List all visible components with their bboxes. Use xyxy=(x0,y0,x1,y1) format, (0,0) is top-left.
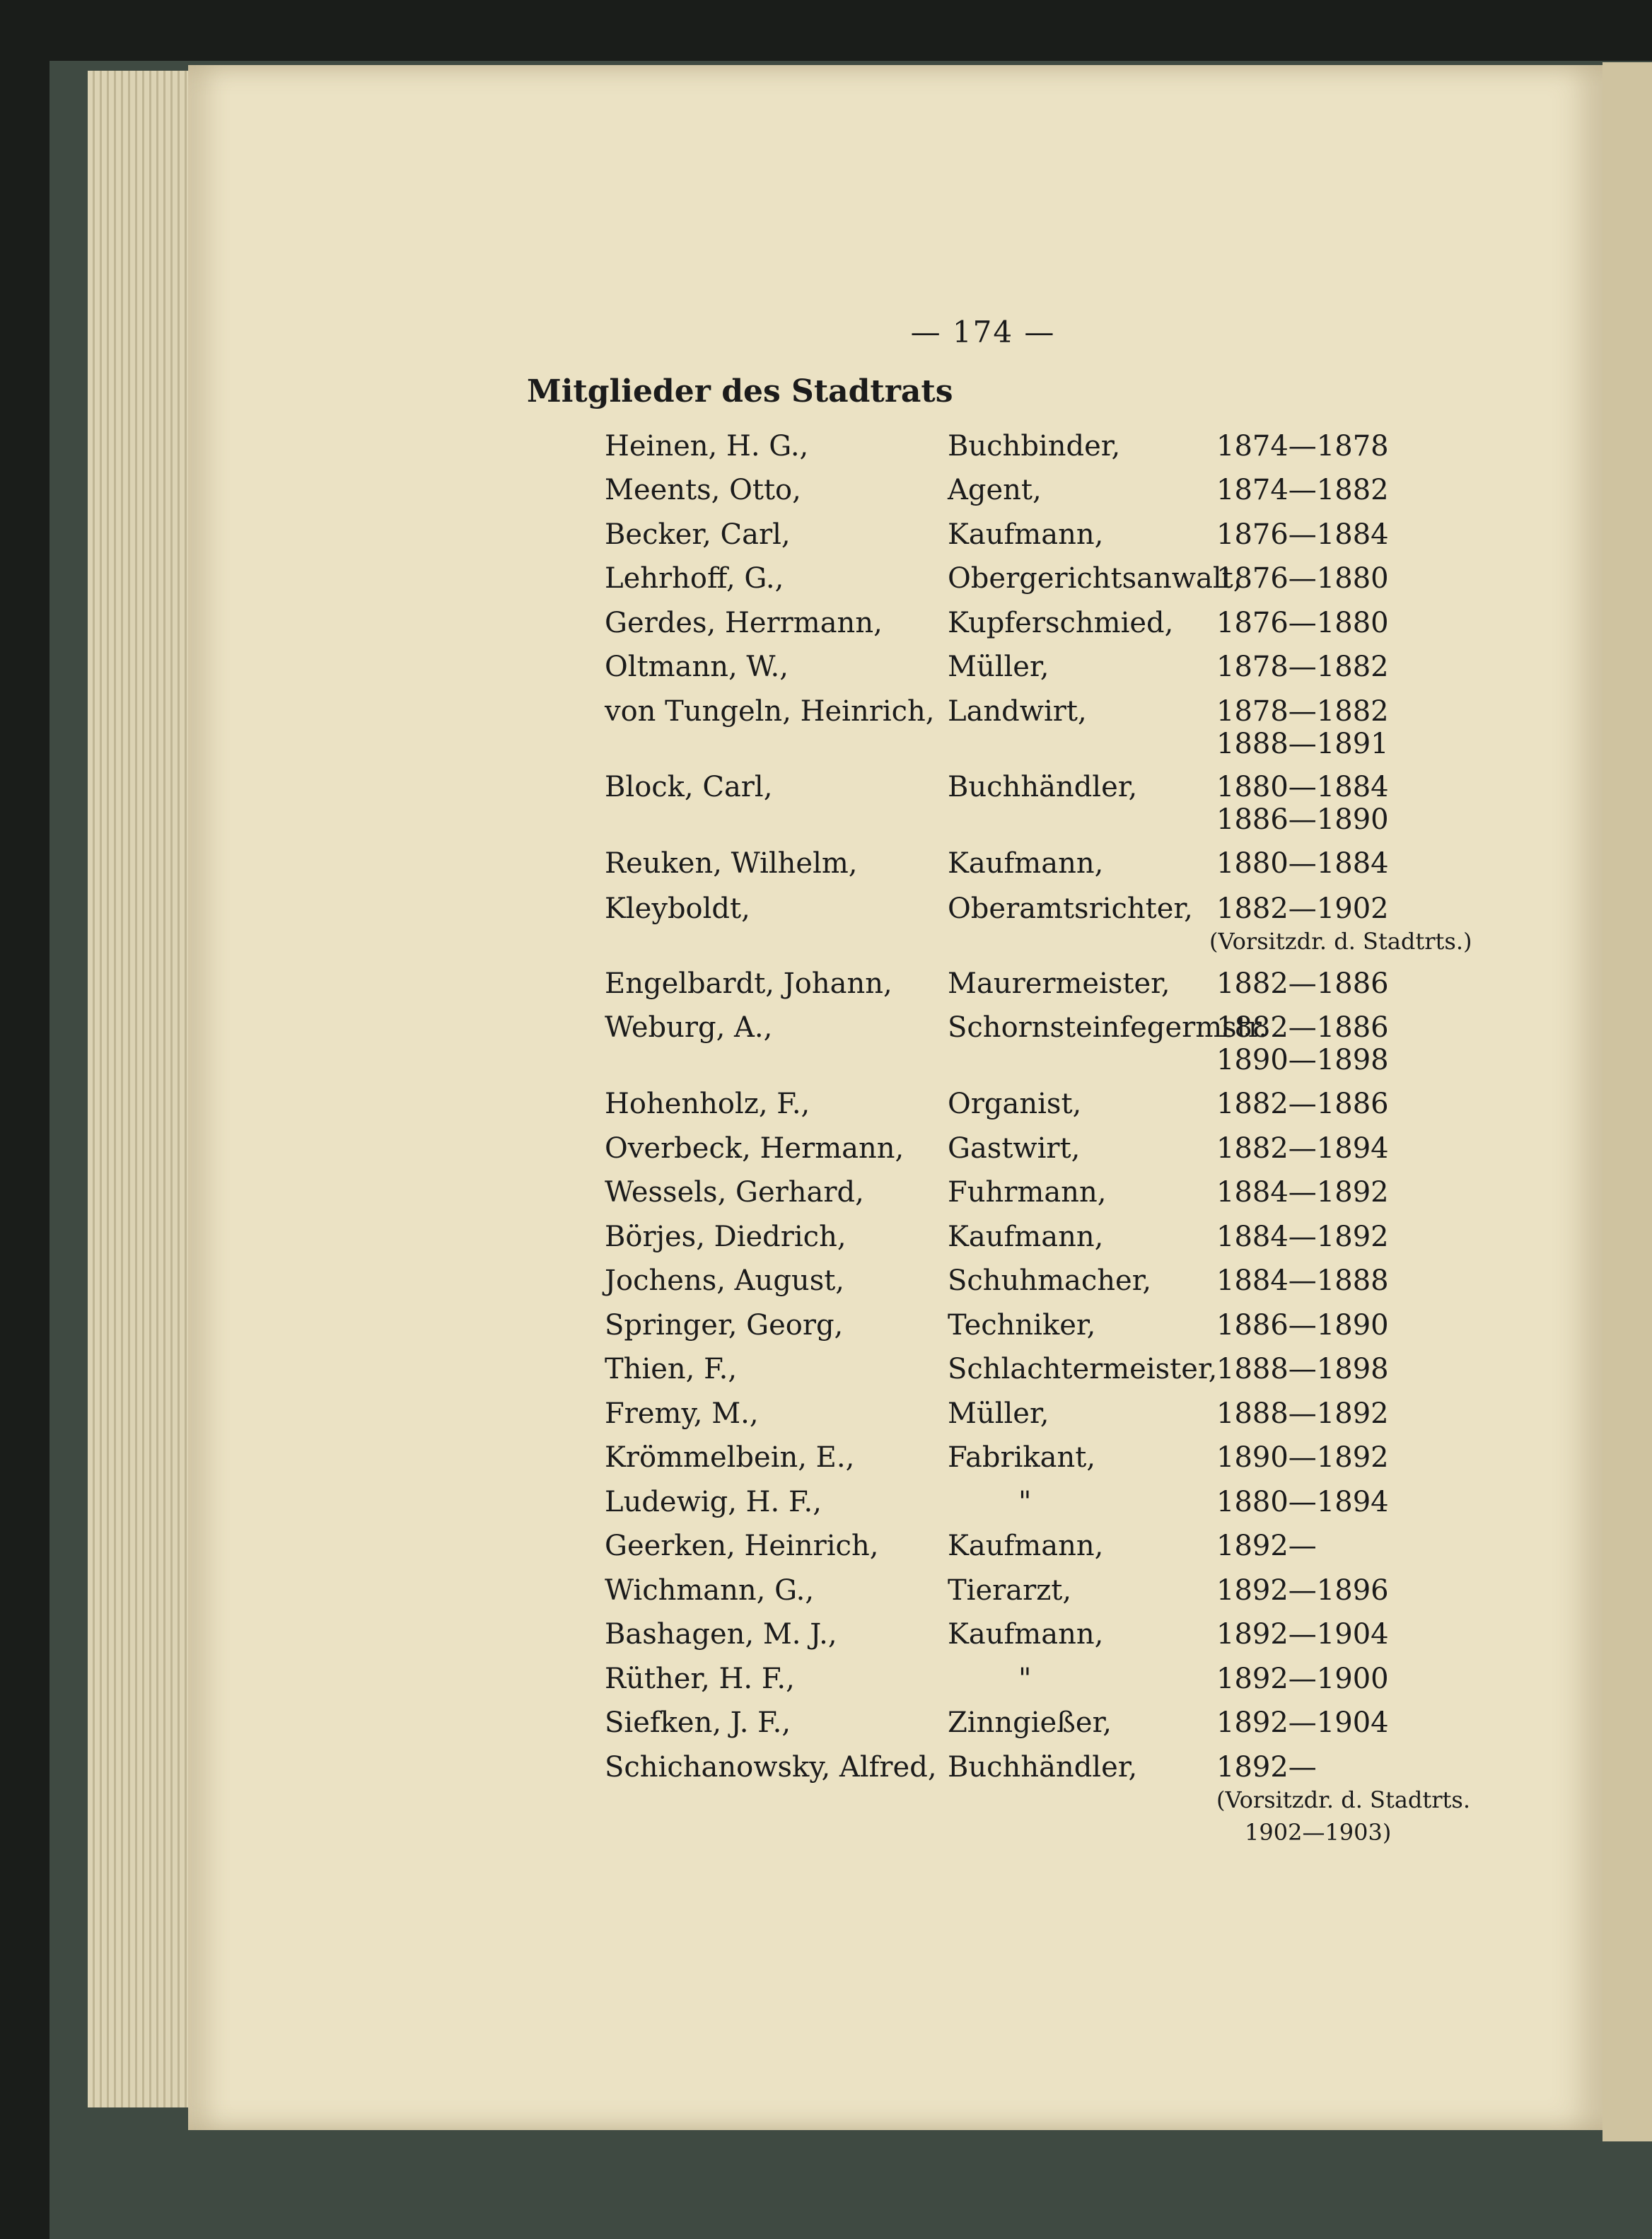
term: 1892— xyxy=(1216,1530,1317,1562)
term-years xyxy=(1216,562,1389,595)
term-years xyxy=(1216,847,1389,880)
term-years xyxy=(1216,1706,1389,1739)
term-years xyxy=(1216,1618,1389,1651)
member-occupation: Schornsteinfegermstr. xyxy=(948,1011,1268,1044)
member-occupation: Gastwirt, xyxy=(948,1132,1081,1165)
member-occupation: Fabrikant, xyxy=(948,1441,1096,1474)
term: 1882—1894 xyxy=(1216,1132,1389,1165)
term-years xyxy=(1216,1088,1389,1120)
member-occupation: Organist, xyxy=(948,1088,1082,1120)
term: 1890—1892 xyxy=(1216,1441,1389,1474)
term: 1890—1898 xyxy=(1216,1044,1389,1076)
term-years xyxy=(1216,1574,1389,1607)
member-name: Rüther, H. F., xyxy=(605,1663,795,1695)
member-name: Meents, Otto, xyxy=(605,474,801,506)
term-years xyxy=(1216,1751,1470,1849)
term: 1880—1884 xyxy=(1216,847,1389,880)
member-name: Ludewig, H. F., xyxy=(605,1486,822,1518)
term-years xyxy=(1216,1353,1389,1385)
member-name: Fremy, M., xyxy=(605,1397,759,1430)
term-years xyxy=(1216,1441,1389,1474)
member-name: Block, Carl, xyxy=(605,771,773,803)
term: 1880—1894 xyxy=(1216,1486,1389,1518)
member-occupation: Oberamtsrichter, xyxy=(948,892,1193,925)
member-name: Gerdes, Herrmann, xyxy=(605,607,883,639)
member-occupation: Schlachtermeister, xyxy=(948,1353,1218,1385)
member-name: Hohenholz, F., xyxy=(605,1088,810,1120)
member-name: Overbeck, Hermann, xyxy=(605,1132,904,1165)
term: 1884—1892 xyxy=(1216,1221,1389,1253)
term: 1874—1878 xyxy=(1216,430,1389,463)
member-occupation: " xyxy=(1018,1486,1032,1518)
member-name: Becker, Carl, xyxy=(605,518,791,551)
term: 1882—1886 xyxy=(1216,1011,1389,1044)
term: 1892—1900 xyxy=(1216,1663,1389,1695)
member-name: Krömmelbein, E., xyxy=(605,1441,855,1474)
member-occupation: Obergerichtsanwalt, xyxy=(948,562,1243,595)
term-note: 1902—1903) xyxy=(1245,1819,1392,1846)
member-name: Wessels, Gerhard, xyxy=(605,1176,864,1209)
page-number: — 174 — xyxy=(910,315,1056,349)
member-name: Reuken, Wilhelm, xyxy=(605,847,858,880)
term-years xyxy=(1216,1011,1389,1076)
member-occupation: Kaufmann, xyxy=(948,1530,1104,1562)
term-years xyxy=(1216,771,1389,836)
member-occupation: Kupferschmied, xyxy=(948,607,1174,639)
member-name: von Tungeln, Heinrich, xyxy=(605,695,935,728)
term-years xyxy=(1216,607,1389,639)
member-name: Jochens, August, xyxy=(605,1264,845,1297)
member-occupation: Fuhrmann, xyxy=(948,1176,1107,1209)
term: 1886—1890 xyxy=(1216,803,1389,836)
term: 1880—1884 xyxy=(1216,771,1389,803)
term-years xyxy=(1216,1486,1389,1518)
section-heading: Mitglieder des Stadtrats xyxy=(527,373,953,409)
term: 1878—1882 xyxy=(1216,651,1389,683)
term-years xyxy=(1216,1264,1389,1297)
term: 1876—1880 xyxy=(1216,562,1389,595)
member-occupation: Kaufmann, xyxy=(948,1221,1104,1253)
member-name: Kleyboldt, xyxy=(605,892,750,925)
term-years xyxy=(1209,892,1472,958)
term-years xyxy=(1216,651,1389,683)
term: 1876—1884 xyxy=(1216,518,1389,551)
term: 1892—1904 xyxy=(1216,1706,1389,1739)
term-years xyxy=(1216,1176,1389,1209)
member-name: Wichmann, G., xyxy=(605,1574,815,1607)
member-name: Heinen, H. G., xyxy=(605,430,809,463)
member-occupation: Schuhmacher, xyxy=(948,1264,1152,1297)
term: 1882—1886 xyxy=(1216,967,1389,1000)
member-name: Lehrhoff, G., xyxy=(605,562,784,595)
member-name: Engelbardt, Johann, xyxy=(605,967,892,1000)
term: 1892— xyxy=(1216,1751,1317,1784)
term: 1878—1882 xyxy=(1216,695,1389,728)
member-occupation: Zinngießer, xyxy=(948,1706,1112,1739)
member-name: Bashagen, M. J., xyxy=(605,1618,837,1651)
term: 1888—1891 xyxy=(1216,728,1389,760)
term-years xyxy=(1216,695,1389,760)
term: 1882—1886 xyxy=(1216,1088,1389,1120)
member-occupation: Tierarzt, xyxy=(948,1574,1072,1607)
term-years xyxy=(1216,1663,1389,1695)
member-name: Siefken, J. F., xyxy=(605,1706,791,1739)
member-occupation: Agent, xyxy=(948,474,1042,506)
term-years xyxy=(1216,1221,1389,1253)
term-years xyxy=(1216,1132,1389,1165)
member-occupation: Techniker, xyxy=(948,1309,1096,1342)
member-occupation: Kaufmann, xyxy=(948,518,1104,551)
member-occupation: Buchhändler, xyxy=(948,771,1138,803)
member-occupation: Buchbinder, xyxy=(948,430,1121,463)
member-occupation: " xyxy=(1018,1663,1032,1695)
member-occupation: Müller, xyxy=(948,651,1049,683)
member-occupation: Maurermeister, xyxy=(948,967,1170,1000)
term: 1892—1896 xyxy=(1216,1574,1389,1607)
term: 1884—1892 xyxy=(1216,1176,1389,1209)
member-name: Börjes, Diedrich, xyxy=(605,1221,847,1253)
term-years xyxy=(1216,518,1389,551)
term: 1886—1890 xyxy=(1216,1309,1389,1342)
member-name: Springer, Georg, xyxy=(605,1309,844,1342)
member-name: Thien, F., xyxy=(605,1353,738,1385)
term: 1882—1902 xyxy=(1216,892,1389,925)
term-note: (Vorsitzdr. d. Stadtrts. xyxy=(1216,1786,1470,1813)
term: 1874—1882 xyxy=(1216,474,1389,506)
member-name: Geerken, Heinrich, xyxy=(605,1530,879,1562)
term: 1876—1880 xyxy=(1216,607,1389,639)
member-occupation: Kaufmann, xyxy=(948,1618,1104,1651)
member-name: Oltmann, W., xyxy=(605,651,789,683)
term: 1892—1904 xyxy=(1216,1618,1389,1651)
term-note: (Vorsitzdr. d. Stadtrts.) xyxy=(1209,928,1472,955)
member-occupation: Kaufmann, xyxy=(948,847,1104,880)
member-name: Schichanowsky, Alfred, xyxy=(605,1751,937,1784)
member-occupation: Müller, xyxy=(948,1397,1049,1430)
term-years xyxy=(1216,1530,1317,1562)
term-years xyxy=(1216,474,1389,506)
term: 1888—1898 xyxy=(1216,1353,1389,1385)
member-name: Weburg, A., xyxy=(605,1011,773,1044)
member-occupation: Landwirt, xyxy=(948,695,1087,728)
term: 1884—1888 xyxy=(1216,1264,1389,1297)
term-years xyxy=(1216,430,1389,463)
term: 1888—1892 xyxy=(1216,1397,1389,1430)
term-years xyxy=(1216,1309,1389,1342)
term-years xyxy=(1216,1397,1389,1430)
member-occupation: Buchhändler, xyxy=(948,1751,1138,1784)
term-years xyxy=(1216,967,1389,1000)
